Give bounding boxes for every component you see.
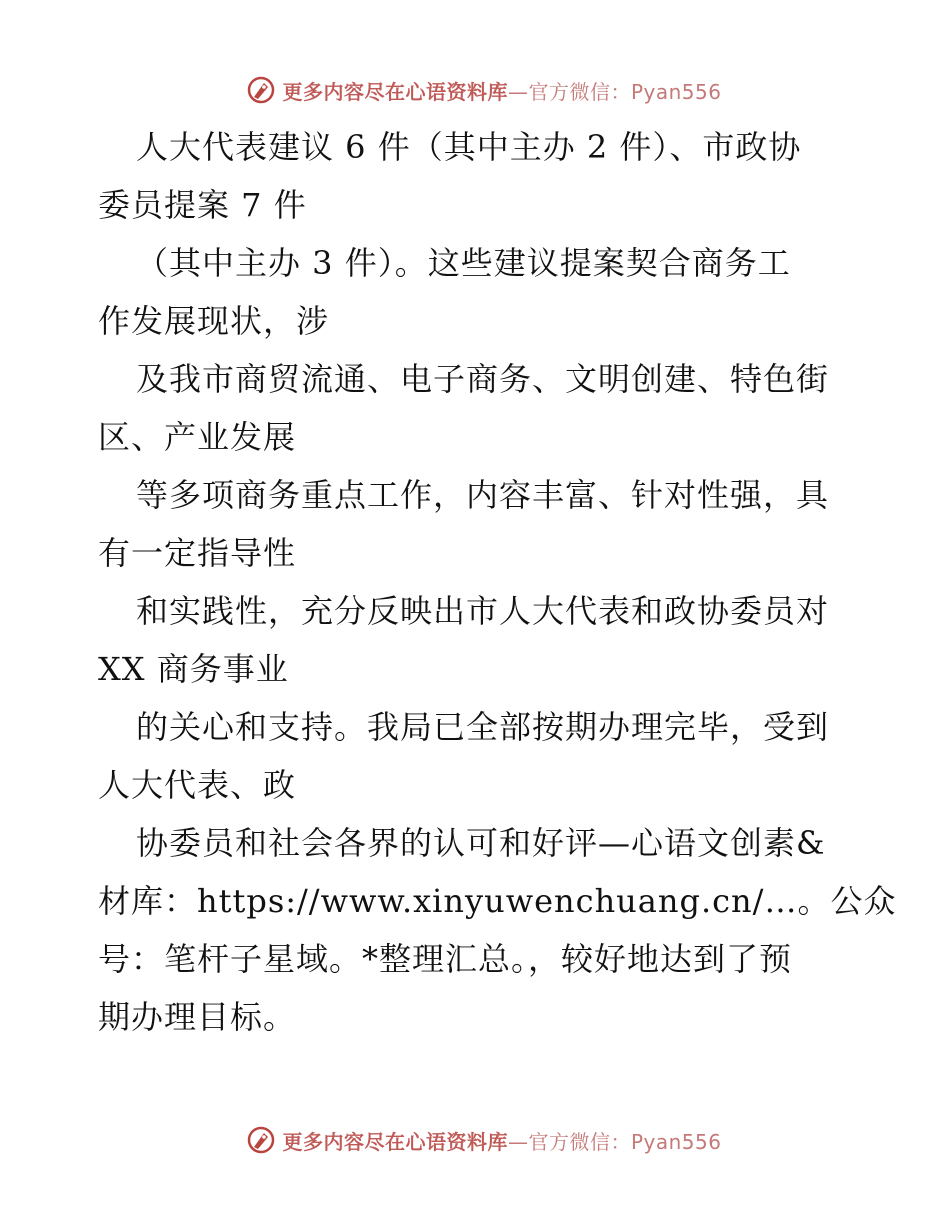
header-banner-content <box>246 75 721 105</box>
footer-banner-text: 更多内容尽在心语资料库—官方微信：Pyan556 <box>282 1129 722 1154</box>
text-line: 期办理目标。 <box>98 998 297 1036</box>
footer-banner <box>0 1120 950 1160</box>
text-line: 区、产业发展 <box>98 418 297 456</box>
footer-banner-content <box>246 1125 721 1155</box>
text-line: 人大代表、政 <box>98 766 297 804</box>
text-line: 和实践性，充分反映出市人大代表和政协委员对 <box>136 592 830 630</box>
text-line: 委员提案 7 件 <box>98 186 307 224</box>
text-line: 协委员和社会各界的认可和好评—心语文创素& <box>136 824 826 862</box>
header-banner <box>0 70 950 110</box>
text-line: 材库：https://www.xinyuwenchuang.cn/…。公众 <box>98 882 897 920</box>
text-line: 及我市商贸流通、电子商务、文明创建、特色街 <box>136 360 830 398</box>
header-banner-text: 更多内容尽在心语资料库—官方微信：Pyan556 <box>282 79 722 104</box>
text-line: 号：笔杆子星域。*整理汇总。，较好地达到了预 <box>98 940 793 978</box>
text-line: 人大代表建议 6 件（其中主办 2 件）、市政协 <box>136 128 802 166</box>
text-line: 的关心和支持。我局已全部按期办理完毕，受到 <box>136 708 830 746</box>
text-line: 作发展现状，涉 <box>98 302 330 340</box>
text-line: （其中主办 3 件）。这些建议提案契合商务工 <box>136 244 791 282</box>
text-line: 有一定指导性 <box>98 534 297 572</box>
pen-nib-logo-icon <box>246 75 276 105</box>
document-body <box>98 118 897 1046</box>
pen-nib-logo-icon <box>246 1125 276 1155</box>
text-line: XX 商务事业 <box>98 650 289 688</box>
text-line: 等多项商务重点工作，内容丰富、针对性强，具 <box>136 476 830 514</box>
